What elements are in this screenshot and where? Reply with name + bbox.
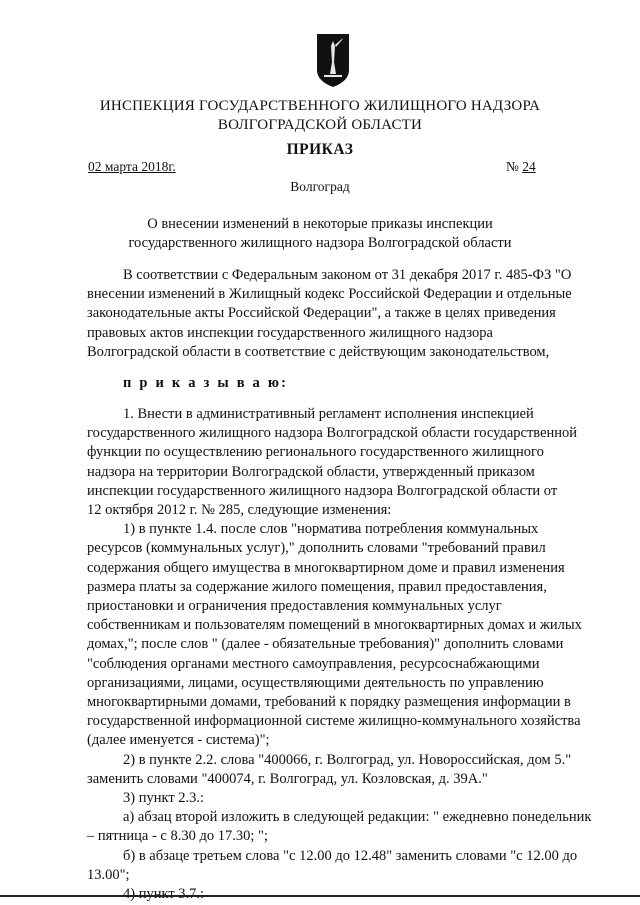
- body-line: "соблюдения органами местного самоуправления, ресурсоснабжающими: [87, 655, 540, 672]
- body-line: домах,"; после слов " (далее - обязательные требования)" дополнить словами: [87, 636, 564, 653]
- body-line: размера платы за содержание жилого помещения, правил предоставления,: [87, 578, 547, 595]
- body-line: собственникам и пользователям помещений в многоквартирных домах и жилых: [87, 617, 582, 634]
- organization-name-line2: ВОЛГОГРАДСКОЙ ОБЛАСТИ: [217, 117, 423, 133]
- body-line: содержания общего имущества в многоквартирном доме и правил изменения: [87, 559, 565, 576]
- document-date: 02 марта 2018г.: [88, 159, 176, 174]
- order-keyword: п р и к а з ы в а ю:: [123, 375, 289, 391]
- preamble-line: законодательные акты Российской Федерации", а также в целях приведения: [87, 305, 556, 322]
- body-line: 3) пункт 2.3.:: [123, 790, 205, 807]
- body-line: а) абзац второй изложить в следующей редакции: " ежедневно понедельник: [123, 809, 592, 826]
- body-line: организациями, лицами, осуществляющими деятельность по управлению: [87, 674, 544, 691]
- body-line: – пятница - с 8.30 до 17.30; ";: [87, 828, 268, 845]
- body-line: многоквартирными домами, требований к порядку размещения информации в: [87, 694, 571, 711]
- body-line: 1) в пункте 1.4. после слов "норматива потребления коммунальных: [123, 521, 539, 538]
- preamble-line: В соответствии с Федеральным законом от 31 декабря 2017 г. 485-ФЗ "О: [123, 267, 572, 283]
- organization-name-line1: ИНСПЕКЦИЯ ГОСУДАРСТВЕННОГО ЖИЛИЩНОГО НАДЗОРА: [99, 98, 541, 114]
- body-line: 13.00";: [87, 866, 130, 883]
- body-line: государственного жилищного надзора Волгоградской области государственной: [87, 425, 578, 442]
- body-line: государственной информационной системе жилищно-коммунального хозяйства: [87, 713, 581, 730]
- body-line: надзора на территории Волгоградской области, утвержденный приказом: [87, 463, 535, 480]
- body-line: 1. Внести в административный регламент исполнения инспекцией: [123, 406, 534, 422]
- preamble-line: Волгоградской области в соответствие с действующим законодательством,: [87, 343, 550, 360]
- document-subject: [0, 215, 640, 253]
- body-line: б) в абзаце третьем слова "с 12.00 до 12.48" заменить словами "с 12.00 до: [123, 847, 578, 864]
- preamble-line: внесении изменений в Жилищный кодекс Российской Федерации и отдельные: [87, 286, 572, 303]
- body-line: ресурсов (коммунальных услуг)," дополнить словами "требований правил: [87, 540, 546, 557]
- body-line: (далее именуется - система)";: [87, 732, 270, 749]
- number-prefix: №: [506, 159, 523, 174]
- body-line: функции по осуществлению регионального государственного жилищного: [87, 444, 544, 461]
- subject-line: О внесении изменений в некоторые приказы инспекции: [147, 216, 493, 232]
- body-line: заменить словами "400074, г. Волгоград, ул. Козловская, д. 39А.": [87, 770, 488, 787]
- document-city: Волгоград: [290, 179, 350, 194]
- subject-line: государственного жилищного надзора Волгоградской области: [128, 235, 512, 251]
- number-value: 24: [522, 159, 536, 174]
- document-type-title: ПРИКАЗ: [286, 141, 354, 158]
- body-line: 2) в пункте 2.2. слова "400066, г. Волгоград, ул. Новороссийская, дом 5.": [123, 751, 572, 768]
- coat-of-arms-emblem: [315, 32, 351, 88]
- preamble-line: правовых актов инспекции государственного жилищного надзора: [87, 324, 493, 341]
- body-line: 12 октября 2012 г. № 285, следующие изменения:: [87, 502, 392, 519]
- order-body: [87, 405, 607, 904]
- preamble-paragraph: [87, 266, 607, 362]
- body-line: приостановки и ограничения предоставления коммунальных услуг: [87, 598, 502, 615]
- page-bottom-rule: [0, 895, 640, 897]
- body-line: инспекции государственного жилищного надзора Волгоградской области от: [87, 482, 558, 499]
- document-number: [506, 159, 536, 175]
